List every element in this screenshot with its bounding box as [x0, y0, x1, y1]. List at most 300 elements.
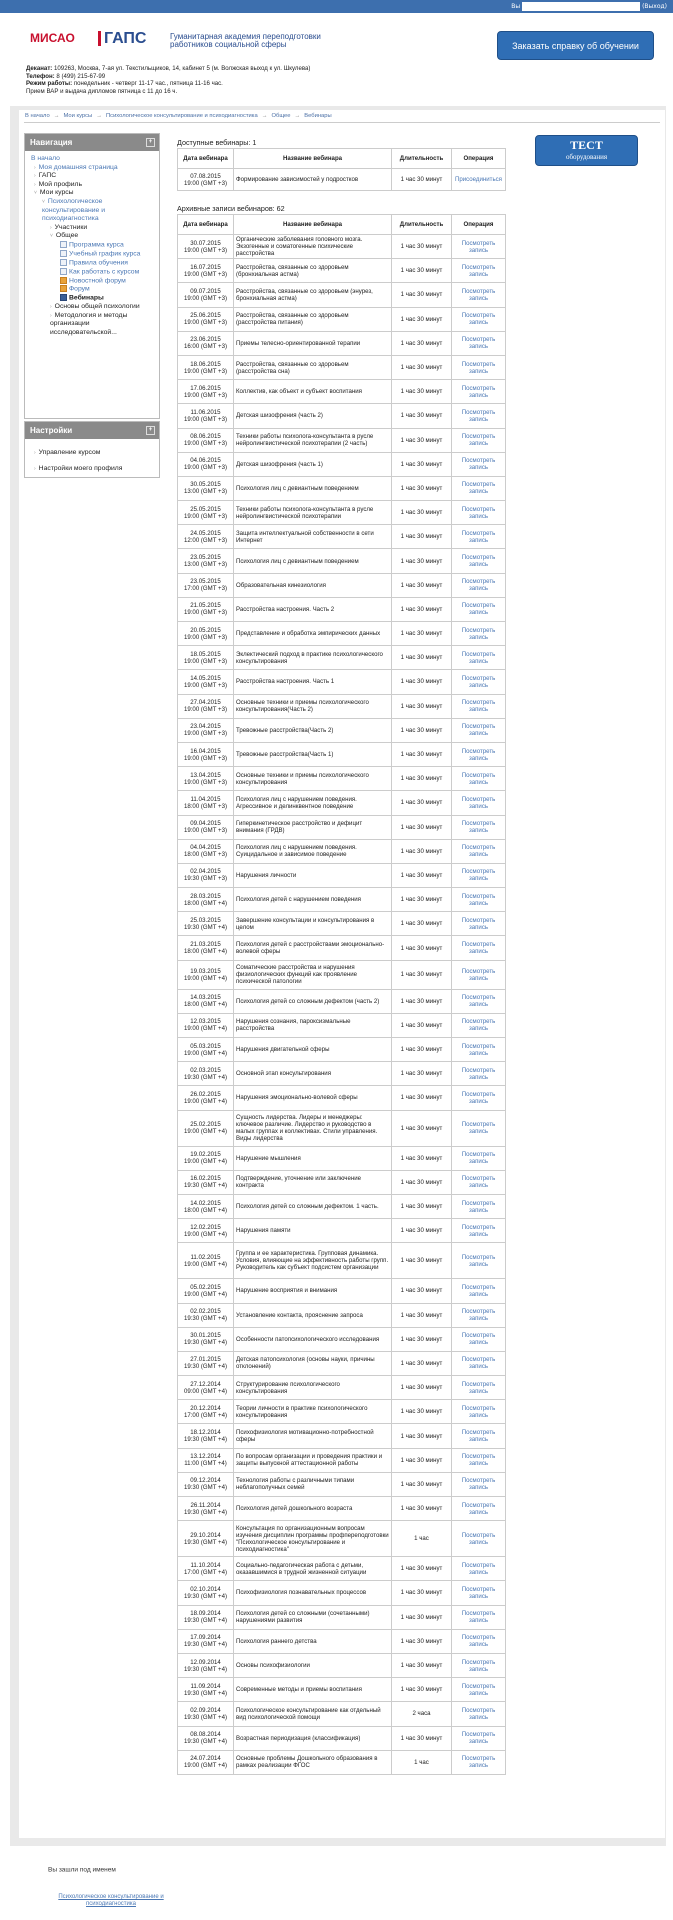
date-cell	[178, 791, 234, 815]
webinar-duration: 1 час 30 минут	[392, 1279, 452, 1303]
view-recording-link[interactable]: Посмотреть запись	[452, 1424, 506, 1448]
academy-name: Гуманитарная академия переподготовки работников социальной сферы	[170, 32, 321, 49]
view-recording-link[interactable]: Посмотреть запись	[452, 1327, 506, 1351]
nav-methodology[interactable]	[28, 312, 138, 338]
table-row	[178, 1472, 506, 1496]
webinar-name: Расстройства, связанные со здоровьем (бронхиальная астма)	[234, 259, 392, 283]
view-recording-link[interactable]: Посмотреть запись	[452, 452, 506, 476]
settings-profile[interactable]	[28, 461, 156, 477]
table-row	[178, 1146, 506, 1170]
date-cell	[178, 307, 234, 331]
nav-program[interactable]	[28, 241, 156, 250]
view-recording-link[interactable]: Посмотреть запись	[452, 1013, 506, 1037]
date-cell	[178, 1086, 234, 1110]
webinar-duration: 1 час	[392, 1521, 452, 1557]
view-recording-link[interactable]: Посмотреть запись	[452, 1219, 506, 1243]
table-row	[178, 428, 506, 452]
view-recording-link[interactable]: Посмотреть запись	[452, 1110, 506, 1146]
nav-participants-label: Участники	[54, 223, 88, 231]
table-row	[178, 888, 506, 912]
view-recording-link[interactable]: Посмотреть запись	[452, 1557, 506, 1581]
view-recording-link[interactable]: Посмотреть запись	[452, 839, 506, 863]
webinar-time: 18:00 (GMT +3)	[183, 851, 228, 859]
footer-course-link[interactable]: Психологическое консультирование и психодиагностика	[58, 1894, 164, 1907]
nav-home[interactable]: В начало	[31, 155, 60, 162]
webinar-icon	[60, 294, 67, 301]
table-row	[178, 1086, 506, 1110]
webinar-date: 08.08.2014	[190, 1731, 221, 1739]
collapse-toggle-icon[interactable]: +	[146, 138, 155, 147]
nav-howto-label: Как работать с курсом	[69, 267, 140, 275]
date-cell	[178, 573, 234, 597]
date-cell	[178, 1726, 234, 1750]
webinar-duration: 1 час 30 минут	[392, 235, 452, 259]
crumb-my-courses[interactable]: Мои курсы	[63, 113, 93, 119]
login-prefix: Вы	[511, 3, 521, 10]
webinar-date: 30.07.2015	[190, 239, 221, 247]
webinar-name: Психология лиц с нарушением поведения. Суицидальное и зависимое поведение	[234, 839, 392, 863]
webinar-duration: 1 час 30 минут	[392, 1497, 452, 1521]
view-recording-link[interactable]: Посмотреть запись	[452, 622, 506, 646]
webinar-date: 27.01.2015	[190, 1356, 221, 1364]
webinar-duration: 1 час 30 минут	[392, 1376, 452, 1400]
col-date: Дата вебинара	[178, 149, 234, 169]
view-recording-link[interactable]: Посмотреть запись	[452, 1726, 506, 1750]
table-row	[178, 1400, 506, 1424]
dean-label: Деканат:	[26, 65, 53, 72]
expand-icon: ›	[50, 224, 52, 231]
view-recording-link[interactable]: Посмотреть запись	[452, 863, 506, 887]
webinar-date: 18.12.2014	[190, 1429, 221, 1437]
webinar-duration: 1 час 30 минут	[392, 989, 452, 1013]
view-recording-link[interactable]: Посмотреть запись	[452, 1581, 506, 1605]
view-recording-link[interactable]: Посмотреть запись	[452, 549, 506, 573]
webinar-date: 28.03.2015	[190, 892, 221, 900]
table-row	[178, 742, 506, 766]
view-recording-link[interactable]: Посмотреть запись	[452, 1497, 506, 1521]
webinar-time: 18:00 (GMT +4)	[183, 899, 228, 907]
webinar-duration: 1 час 30 минут	[392, 1013, 452, 1037]
webinar-duration: 1 час 30 минут	[392, 169, 452, 191]
settings-manage-course[interactable]	[28, 445, 156, 461]
date-cell	[178, 1581, 234, 1605]
table-row	[178, 235, 506, 259]
webinar-date: 16.04.2015	[190, 747, 221, 755]
webinar-name: Психология детей со сложными (сочетанными) нарушениями развития	[234, 1605, 392, 1629]
view-recording-link[interactable]: Посмотреть запись	[452, 791, 506, 815]
webinar-duration: 1 час 30 минут	[392, 1062, 452, 1086]
collapse-toggle-icon[interactable]: +	[146, 426, 155, 435]
webinar-name: Детская патопсихология (основы науки, причины отклонений)	[234, 1351, 392, 1375]
webinar-name: Приемы телесно-ориентированной терапии	[234, 331, 392, 355]
date-cell	[178, 1702, 234, 1726]
view-recording-link[interactable]: Посмотреть запись	[452, 718, 506, 742]
nav-news-forum[interactable]	[28, 277, 156, 286]
view-recording-link[interactable]: Посмотреть запись	[452, 1702, 506, 1726]
table-row	[178, 1448, 506, 1472]
webinar-date: 12.03.2015	[190, 1018, 221, 1026]
view-recording-link[interactable]: Посмотреть запись	[452, 331, 506, 355]
table-row	[178, 331, 506, 355]
view-recording-link[interactable]: Посмотреть запись	[452, 989, 506, 1013]
webinar-time: 19:00 (GMT +4)	[183, 1158, 228, 1166]
webinar-date: 14.05.2015	[190, 674, 221, 682]
webinar-date: 11.04.2015	[190, 795, 221, 803]
view-recording-link[interactable]: Посмотреть запись	[452, 888, 506, 912]
view-recording-link[interactable]: Посмотреть запись	[452, 1400, 506, 1424]
date-cell	[178, 1629, 234, 1653]
webinar-date: 30.05.2015	[190, 481, 221, 489]
view-recording-link[interactable]: Посмотреть запись	[452, 501, 506, 525]
crumb-course[interactable]: Психологическое консультирование и психодиагностика	[106, 113, 258, 119]
webinar-date: 17.06.2015	[190, 384, 221, 392]
nav-rules-label: Правила обучения	[69, 259, 128, 267]
webinar-name: Тревожные расстройства(Часть 2)	[234, 718, 392, 742]
view-recording-link[interactable]: Посмотреть запись	[452, 1521, 506, 1557]
webinar-time: 19:30 (GMT +3)	[183, 875, 228, 883]
date-cell	[178, 815, 234, 839]
expand-icon: ›	[34, 173, 36, 180]
view-recording-link[interactable]: Посмотреть запись	[452, 259, 506, 283]
view-recording-link[interactable]: Посмотреть запись	[452, 404, 506, 428]
webinar-time: 19:30 (GMT +4)	[183, 1641, 228, 1649]
webinar-duration: 1 час 30 минут	[392, 646, 452, 670]
webinar-date: 29.10.2014	[190, 1531, 221, 1539]
webinar-time: 19:00 (GMT +3)	[183, 827, 228, 835]
view-recording-link[interactable]: Посмотреть запись	[452, 646, 506, 670]
navigation-header	[25, 134, 159, 151]
webinar-name: Подтверждение, уточнение или заключение контракта	[234, 1170, 392, 1194]
webinar-date: 16.02.2015	[190, 1175, 221, 1183]
webinar-date: 20.12.2014	[190, 1404, 221, 1412]
view-recording-link[interactable]: Посмотреть запись	[452, 428, 506, 452]
misao-logo[interactable]: МИСАО	[30, 31, 75, 45]
webinar-date: 12.09.2014	[190, 1658, 221, 1666]
webinar-duration: 1 час 30 минут	[392, 1194, 452, 1218]
webinar-name: Нарушения сознания, пароксизмальные расстройства	[234, 1013, 392, 1037]
nav-participants[interactable]	[28, 224, 156, 233]
view-recording-link[interactable]: Посмотреть запись	[452, 1448, 506, 1472]
webinar-time: 16:00 (GMT +3)	[183, 343, 228, 351]
webinar-duration: 1 час 30 минут	[392, 863, 452, 887]
phone-label: Телефон:	[26, 72, 55, 80]
webinar-time: 13:00 (GMT +3)	[183, 488, 228, 496]
nav-my-courses[interactable]	[28, 189, 156, 198]
webinar-time: 19:00 (GMT +3)	[183, 179, 228, 187]
table-row	[178, 355, 506, 379]
table-row	[178, 1497, 506, 1521]
webinar-time: 19:30 (GMT +4)	[183, 1689, 228, 1697]
view-recording-link[interactable]: Посмотреть запись	[452, 742, 506, 766]
webinar-duration: 1 час 30 минут	[392, 404, 452, 428]
nav-general-psychology[interactable]	[28, 303, 156, 312]
nav-gaps[interactable]	[28, 172, 156, 181]
webinar-date: 02.03.2015	[190, 1066, 221, 1074]
table-row	[178, 1376, 506, 1400]
view-recording-link[interactable]: Посмотреть запись	[452, 283, 506, 307]
join-button[interactable]: Присоединиться	[452, 169, 506, 191]
settings-header	[25, 422, 159, 439]
webinar-name: Теории личности в практике психологического консультирования	[234, 1400, 392, 1424]
webinar-time: 19:30 (GMT +4)	[183, 1592, 228, 1600]
webinar-time: 19:00 (GMT +3)	[183, 730, 228, 738]
nav-webinars-label: Вебинары	[69, 294, 104, 302]
view-recording-link[interactable]: Посмотреть запись	[452, 307, 506, 331]
test-equipment-button[interactable]	[535, 135, 638, 166]
table-row	[178, 718, 506, 742]
webinar-duration: 1 час 30 минут	[392, 670, 452, 694]
webinar-date: 30.01.2015	[190, 1332, 221, 1340]
logout-link[interactable]: (Выход)	[642, 3, 667, 10]
view-recording-link[interactable]: Посмотреть запись	[452, 1146, 506, 1170]
view-recording-link[interactable]: Посмотреть запись	[452, 1472, 506, 1496]
view-recording-link[interactable]: Посмотреть запись	[452, 1170, 506, 1194]
nav-webinars[interactable]	[28, 294, 156, 303]
table-row	[178, 1170, 506, 1194]
webinar-duration: 1 час 30 минут	[392, 1351, 452, 1375]
webinar-name: Психология детей с нарушением поведения	[234, 888, 392, 912]
webinar-time: 19:30 (GMT +4)	[183, 1436, 228, 1444]
webinar-duration: 1 час 30 минут	[392, 1086, 452, 1110]
webinar-time: 19:00 (GMT +4)	[183, 1128, 228, 1136]
expand-icon: ›	[50, 312, 52, 319]
table-row	[178, 1062, 506, 1086]
webinar-time: 19:00 (GMT +4)	[183, 1230, 228, 1238]
date-cell	[178, 1194, 234, 1218]
forum-icon	[60, 285, 67, 292]
date-cell	[178, 622, 234, 646]
webinar-date: 18.09.2014	[190, 1610, 221, 1618]
view-recording-link[interactable]: Посмотреть запись	[452, 525, 506, 549]
table-row	[178, 259, 506, 283]
date-cell	[178, 1219, 234, 1243]
forum-icon	[60, 277, 67, 284]
nav-course[interactable]	[28, 198, 133, 224]
table-row	[178, 501, 506, 525]
view-recording-link[interactable]: Посмотреть запись	[452, 1086, 506, 1110]
webinar-date: 24.05.2015	[190, 529, 221, 537]
view-recording-link[interactable]: Посмотреть запись	[452, 670, 506, 694]
nav-forum-label: Форум	[69, 285, 90, 293]
view-recording-link[interactable]: Посмотреть запись	[452, 1678, 506, 1702]
view-recording-link[interactable]: Посмотреть запись	[452, 1038, 506, 1062]
webinar-time: 19:00 (GMT +3)	[183, 391, 228, 399]
crumb-webinars[interactable]: Вебинары	[304, 113, 332, 119]
webinar-name: Психология детей со сложным дефектом. 1 часть.	[234, 1194, 392, 1218]
view-recording-link[interactable]: Посмотреть запись	[452, 355, 506, 379]
webinar-name: Нарушения эмоционально-волевой сферы	[234, 1086, 392, 1110]
webinar-time: 19:30 (GMT +4)	[183, 1738, 228, 1746]
col-name: Название вебинара	[234, 149, 392, 169]
table-row	[178, 1351, 506, 1375]
diploma-hours: Прием ВАР и выдача дипломов пятница с 11 до 16 ч.	[26, 87, 178, 95]
webinar-duration: 1 час 30 минут	[392, 1605, 452, 1629]
page-icon	[60, 259, 67, 266]
view-recording-link[interactable]: Посмотреть запись	[452, 380, 506, 404]
expand-icon: ›	[50, 304, 52, 311]
webinar-date: 09.12.2014	[190, 1477, 221, 1485]
table-row	[178, 694, 506, 718]
webinar-name: Гиперкинетическое расстройство и дефицит внимания (ГРДВ)	[234, 815, 392, 839]
hours-value: понедельник - четверг 11-17 час., пятница 11-16 час.	[72, 80, 223, 87]
date-cell	[178, 1279, 234, 1303]
view-recording-link[interactable]: Посмотреть запись	[452, 476, 506, 500]
webinar-name: Структурирование психологического консультирования	[234, 1376, 392, 1400]
webinar-duration: 1 час 30 минут	[392, 597, 452, 621]
view-recording-link[interactable]: Посмотреть запись	[452, 1279, 506, 1303]
nav-schedule-label: Учебный график курса	[69, 250, 141, 258]
webinar-date: 24.07.2014	[190, 1755, 221, 1763]
webinar-name: Психофизиология познавательных процессов	[234, 1581, 392, 1605]
date-cell	[178, 1497, 234, 1521]
webinar-duration: 1 час 30 минут	[392, 501, 452, 525]
webinar-date: 23.04.2015	[190, 723, 221, 731]
nav-howto[interactable]	[28, 268, 156, 277]
view-recording-link[interactable]: Посмотреть запись	[452, 694, 506, 718]
webinar-date: 17.09.2014	[190, 1634, 221, 1642]
nav-schedule[interactable]	[28, 250, 156, 259]
table-row	[178, 1678, 506, 1702]
webinar-time: 19:00 (GMT +3)	[183, 754, 228, 762]
crumb-general[interactable]: Общее	[271, 113, 291, 119]
date-cell	[178, 597, 234, 621]
nav-forum[interactable]	[28, 285, 156, 294]
table-row	[178, 863, 506, 887]
webinar-name: Психология детей со сложным дефектом (часть 2)	[234, 989, 392, 1013]
table-row	[178, 767, 506, 791]
nav-general[interactable]	[28, 232, 156, 241]
table-row	[178, 1629, 506, 1653]
webinar-time: 19:30 (GMT +4)	[183, 1538, 228, 1546]
view-recording-link[interactable]: Посмотреть запись	[452, 1062, 506, 1086]
nav-program-label: Программа курса	[69, 241, 124, 249]
webinar-name: Группа и ее характеристика. Групповая динамика. Условия, влияющие на эффективность работы групп. Руководитель как субъект подсистем организации	[234, 1243, 392, 1279]
date-cell	[178, 1327, 234, 1351]
page-icon	[60, 250, 67, 257]
date-cell	[178, 1038, 234, 1062]
view-recording-link[interactable]: Посмотреть запись	[452, 912, 506, 936]
expand-icon: ›	[34, 181, 36, 188]
webinar-duration: 1 час 30 минут	[392, 791, 452, 815]
view-recording-link[interactable]: Посмотреть запись	[452, 1750, 506, 1774]
view-recording-link[interactable]: Посмотреть запись	[452, 1653, 506, 1677]
date-cell	[178, 912, 234, 936]
test-subtitle: оборудования	[565, 153, 608, 161]
webinar-duration: 1 час 30 минут	[392, 1629, 452, 1653]
bullet-icon: ›	[34, 164, 36, 171]
settings-block	[24, 421, 160, 478]
webinar-date: 11.10.2014	[190, 1561, 221, 1569]
col-date: Дата вебинара	[178, 215, 234, 235]
view-recording-link[interactable]: Посмотреть запись	[452, 815, 506, 839]
date-cell	[178, 1605, 234, 1629]
webinar-date: 21.03.2015	[190, 941, 221, 949]
footer-user-redacted[interactable]	[118, 1866, 206, 1874]
webinar-name: Техники работы психолога-консультанта в русле нейролингвистической психотерапии	[234, 501, 392, 525]
date-cell	[178, 670, 234, 694]
webinar-duration: 1 час 30 минут	[392, 1303, 452, 1327]
webinar-date: 18.05.2015	[190, 650, 221, 658]
breadcrumb: В начало → Мои курсы → Психологическое консультирование и психодиагностика → Общее → Вебинары	[25, 113, 332, 119]
webinar-duration: 1 час 30 минут	[392, 428, 452, 452]
webinar-name: Расстройства настроения. Часть 1	[234, 670, 392, 694]
navigation-title: Навигация	[30, 138, 73, 147]
webinar-time: 19:00 (GMT +3)	[183, 464, 228, 472]
date-cell	[178, 355, 234, 379]
view-recording-link[interactable]: Посмотреть запись	[452, 1351, 506, 1375]
nav-my-home[interactable]	[28, 164, 156, 173]
nav-rules[interactable]	[28, 259, 156, 268]
col-operation: Операция	[452, 149, 506, 169]
date-cell	[178, 428, 234, 452]
gaps-logo[interactable]	[98, 30, 146, 48]
view-recording-link[interactable]: Посмотреть запись	[452, 767, 506, 791]
date-cell	[178, 1424, 234, 1448]
gaps-logo-text: ГАПС	[104, 30, 147, 47]
date-cell	[178, 331, 234, 355]
contacts-block	[26, 65, 310, 95]
nav-profile[interactable]	[28, 181, 156, 190]
view-recording-link[interactable]: Посмотреть запись	[452, 960, 506, 989]
view-recording-link[interactable]: Посмотреть запись	[452, 1303, 506, 1327]
view-recording-link[interactable]: Посмотреть запись	[452, 597, 506, 621]
date-cell	[178, 1013, 234, 1037]
webinar-duration: 1 час 30 минут	[392, 355, 452, 379]
view-recording-link[interactable]: Посмотреть запись	[452, 1629, 506, 1653]
webinar-date: 14.03.2015	[190, 994, 221, 1002]
view-recording-link[interactable]: Посмотреть запись	[452, 573, 506, 597]
view-recording-link[interactable]: Посмотреть запись	[452, 936, 506, 960]
nav-general-psychology-label: Основы общей психологии	[54, 303, 140, 311]
view-recording-link[interactable]: Посмотреть запись	[452, 1605, 506, 1629]
date-cell	[178, 525, 234, 549]
webinar-date: 02.10.2014	[190, 1585, 221, 1593]
nav-gaps-label: ГАПС	[38, 172, 57, 180]
date-cell	[178, 1376, 234, 1400]
webinar-date: 26.02.2015	[190, 1090, 221, 1098]
webinar-name: Расстройства, связанные со здоровьем (расстройства питания)	[234, 307, 392, 331]
webinar-date: 13.04.2015	[190, 771, 221, 779]
table-row	[178, 670, 506, 694]
table-row	[178, 1521, 506, 1557]
view-recording-link[interactable]: Посмотреть запись	[452, 1194, 506, 1218]
webinar-time: 17:00 (GMT +4)	[183, 1411, 228, 1419]
table-row	[178, 1013, 506, 1037]
date-cell	[178, 476, 234, 500]
table-row	[178, 1194, 506, 1218]
webinar-duration: 1 час 30 минут	[392, 283, 452, 307]
order-certificate-button[interactable]: Заказать справку об обучении	[497, 31, 654, 60]
navigation-block	[24, 133, 160, 419]
page-icon	[60, 268, 67, 275]
user-name-redacted[interactable]	[522, 2, 640, 11]
crumb-home[interactable]: В начало	[25, 113, 50, 119]
view-recording-link[interactable]: Посмотреть запись	[452, 1243, 506, 1279]
date-cell	[178, 1750, 234, 1774]
webinar-time: 19:00 (GMT +3)	[183, 512, 228, 520]
table-row	[178, 380, 506, 404]
webinar-time: 19:30 (GMT +4)	[183, 1665, 228, 1673]
view-recording-link[interactable]: Посмотреть запись	[452, 1376, 506, 1400]
webinar-date: 23.05.2015	[190, 554, 221, 562]
webinar-date: 19.02.2015	[190, 1151, 221, 1159]
login-info	[511, 2, 667, 11]
view-recording-link[interactable]: Посмотреть запись	[452, 235, 506, 259]
date-cell	[178, 960, 234, 989]
date-cell	[178, 1110, 234, 1146]
webinar-name: Нарушения памяти	[234, 1219, 392, 1243]
table-row	[178, 1726, 506, 1750]
